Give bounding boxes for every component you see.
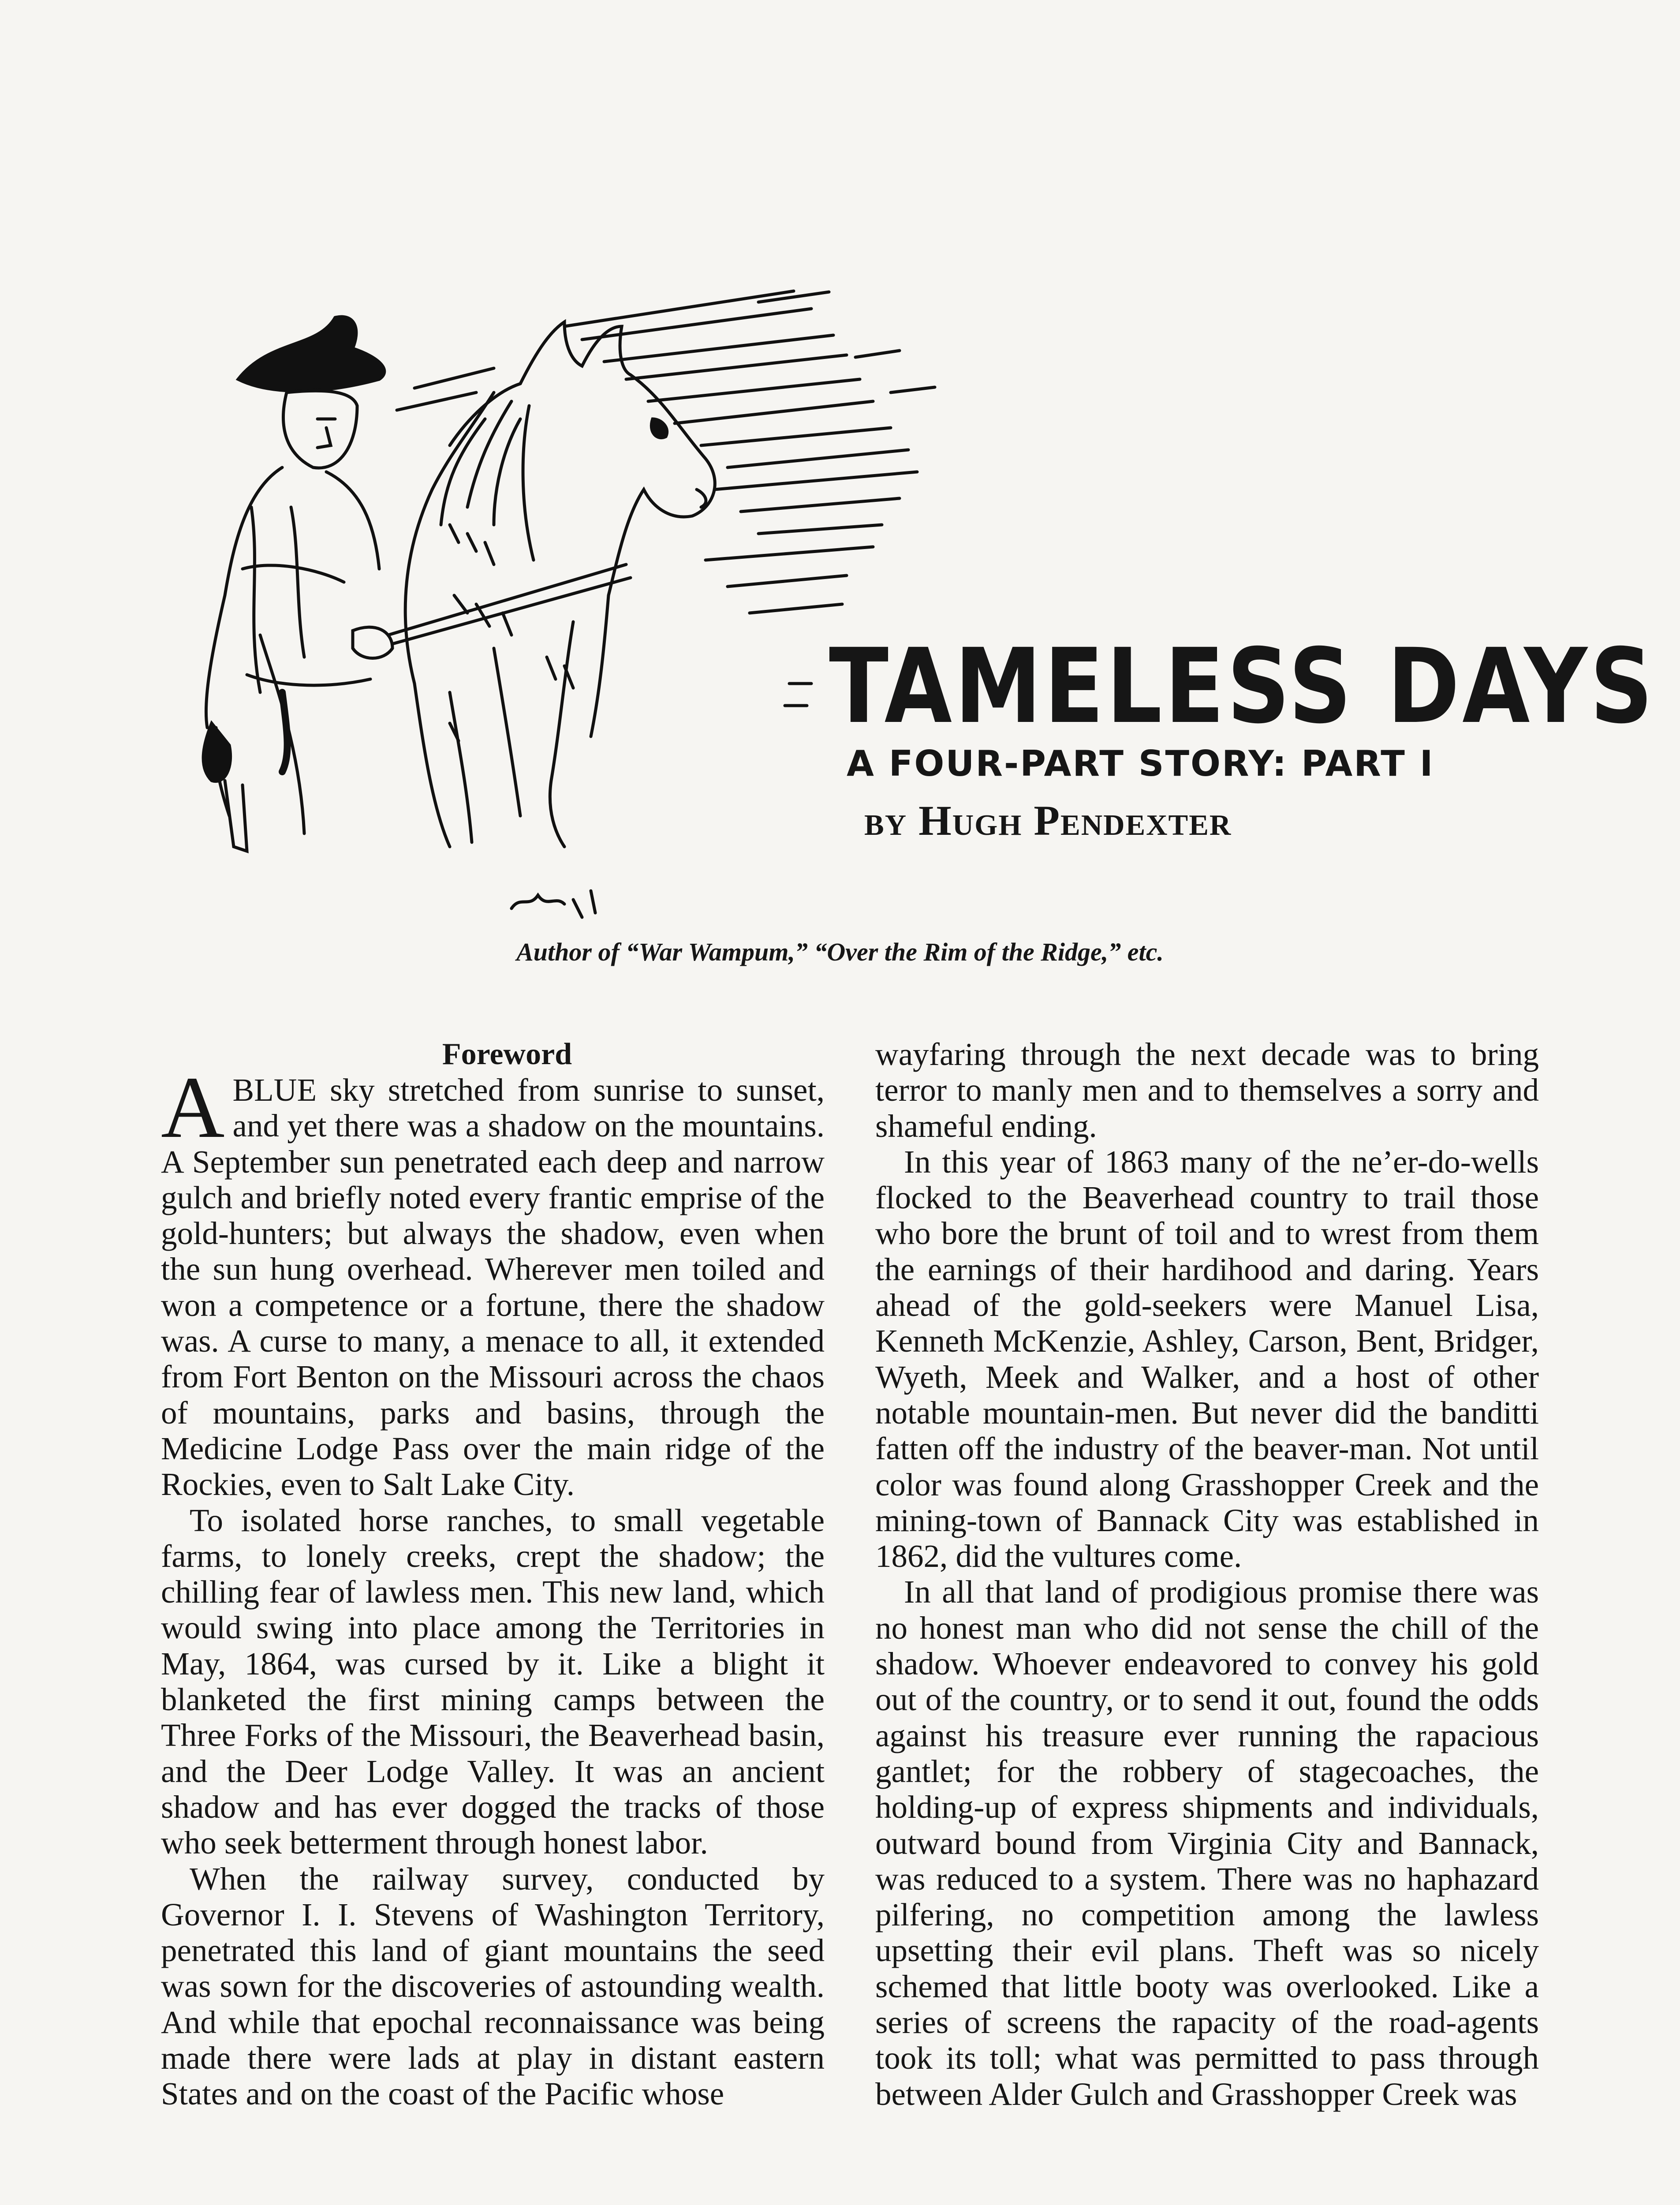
foreword-paragraph-3-continued: wayfaring through the next decade was to bring terror to manly men and to themselves a sorry and shameful ending.	[875, 1036, 1539, 1144]
story-subtitle: A FOUR-PART STORY: PART I	[847, 743, 1434, 784]
right-column	[875, 1036, 1539, 2112]
foreword-heading: Foreword	[442, 1037, 572, 1071]
left-column	[161, 1036, 825, 2112]
story-byline: by Hugh Pendexter	[864, 797, 1232, 844]
foreword-paragraph-4: In this year of 1863 many of the ne’er-do-wells flocked to the Beaverhead country to trail those who bore the brunt of toil and to wrest from them the earnings of their hardihood and daring. Years ahead of the gold-seekers were Manuel Lisa, Kenneth McKenzie, Ashley, Carson, Bent, Bridger, Wyeth, Meek and Walker, and a host of other notable mountain-men. But never did the banditti fatten off the industry of the beaver-man. Not until color was found along Grasshopper Creek and the mining-town of Bannack City was established in 1862, did the vultures come.	[875, 1144, 1539, 1574]
cowboy-on-horse-illustration	[185, 260, 979, 944]
foreword-paragraph-1	[161, 1059, 825, 1502]
paragraph-text: BLUE sky stretched from sunrise to sunset, and yet there was a shadow on the mountains. A September sun penetrated each deep and narrow gulch and briefly noted every frantic emprise of the gold-hunters; but always the shadow, even when the sun hung overhead. Wherever men toiled and won a competence or a fortune, there the shadow was. A curse to many, a menace to all, it extended from Fort Benton on the Missouri across the chaos of mountains, parks and basins, through the Medicine Lodge Pass over the main ridge of the Rockies, even to Salt Lake City.	[161, 1072, 825, 1502]
foreword-paragraph-3: When the railway survey, conducted by Governor I. I. Stevens of Washington Territory, penetrated this land of giant mountains the seed was sown for the discoveries of astounding wealth. And while that epochal reconnaissance was being made there were lads at play in distant eastern States and on the coast of the Pacific whose	[161, 1861, 825, 2112]
story-title: TAMELESS DAYS	[829, 626, 1656, 747]
author-credits: Author of “War Wampum,” “Over the Rim of the Ridge,” etc.	[516, 938, 1164, 966]
title-block	[829, 626, 1656, 844]
foreword-paragraph-2: To isolated horse ranches, to small vegetable farms, to lonely creeks, crept the shadow; the chilling fear of lawless men. This new land, which would swing into place among the Territories in May, 1864, was cursed by it. Like a blight it blanketed the first mining camps between the Three Forks of the Missouri, the Beaverhead basin, and the Deer Lodge Valley. It was an ancient shadow and has ever dogged the tracks of those who seek betterment through honest labor.	[161, 1502, 825, 1861]
drop-cap: A	[161, 1059, 225, 1156]
foreword-paragraph-5: In all that land of prodigious promise there was no honest man who did not sense the chill of the shadow. Whoever endeavored to convey his gold out of the country, or to send it out, found the odds against his treasure ever running the rapacious gantlet; for the robbery of stagecoaches, the holding-up of express shipments and individuals, outward bound from Virginia City and Bannack, was reduced to a system. There was no haphazard pilfering, no competition among the lawless upsetting their evil plans. Theft was so nicely schemed that little booty was overlooked. Like a series of screens the rapacity of the road-agents took its toll; what was permitted to pass through between Alder Gulch and Grasshopper Creek was	[875, 1574, 1539, 2112]
